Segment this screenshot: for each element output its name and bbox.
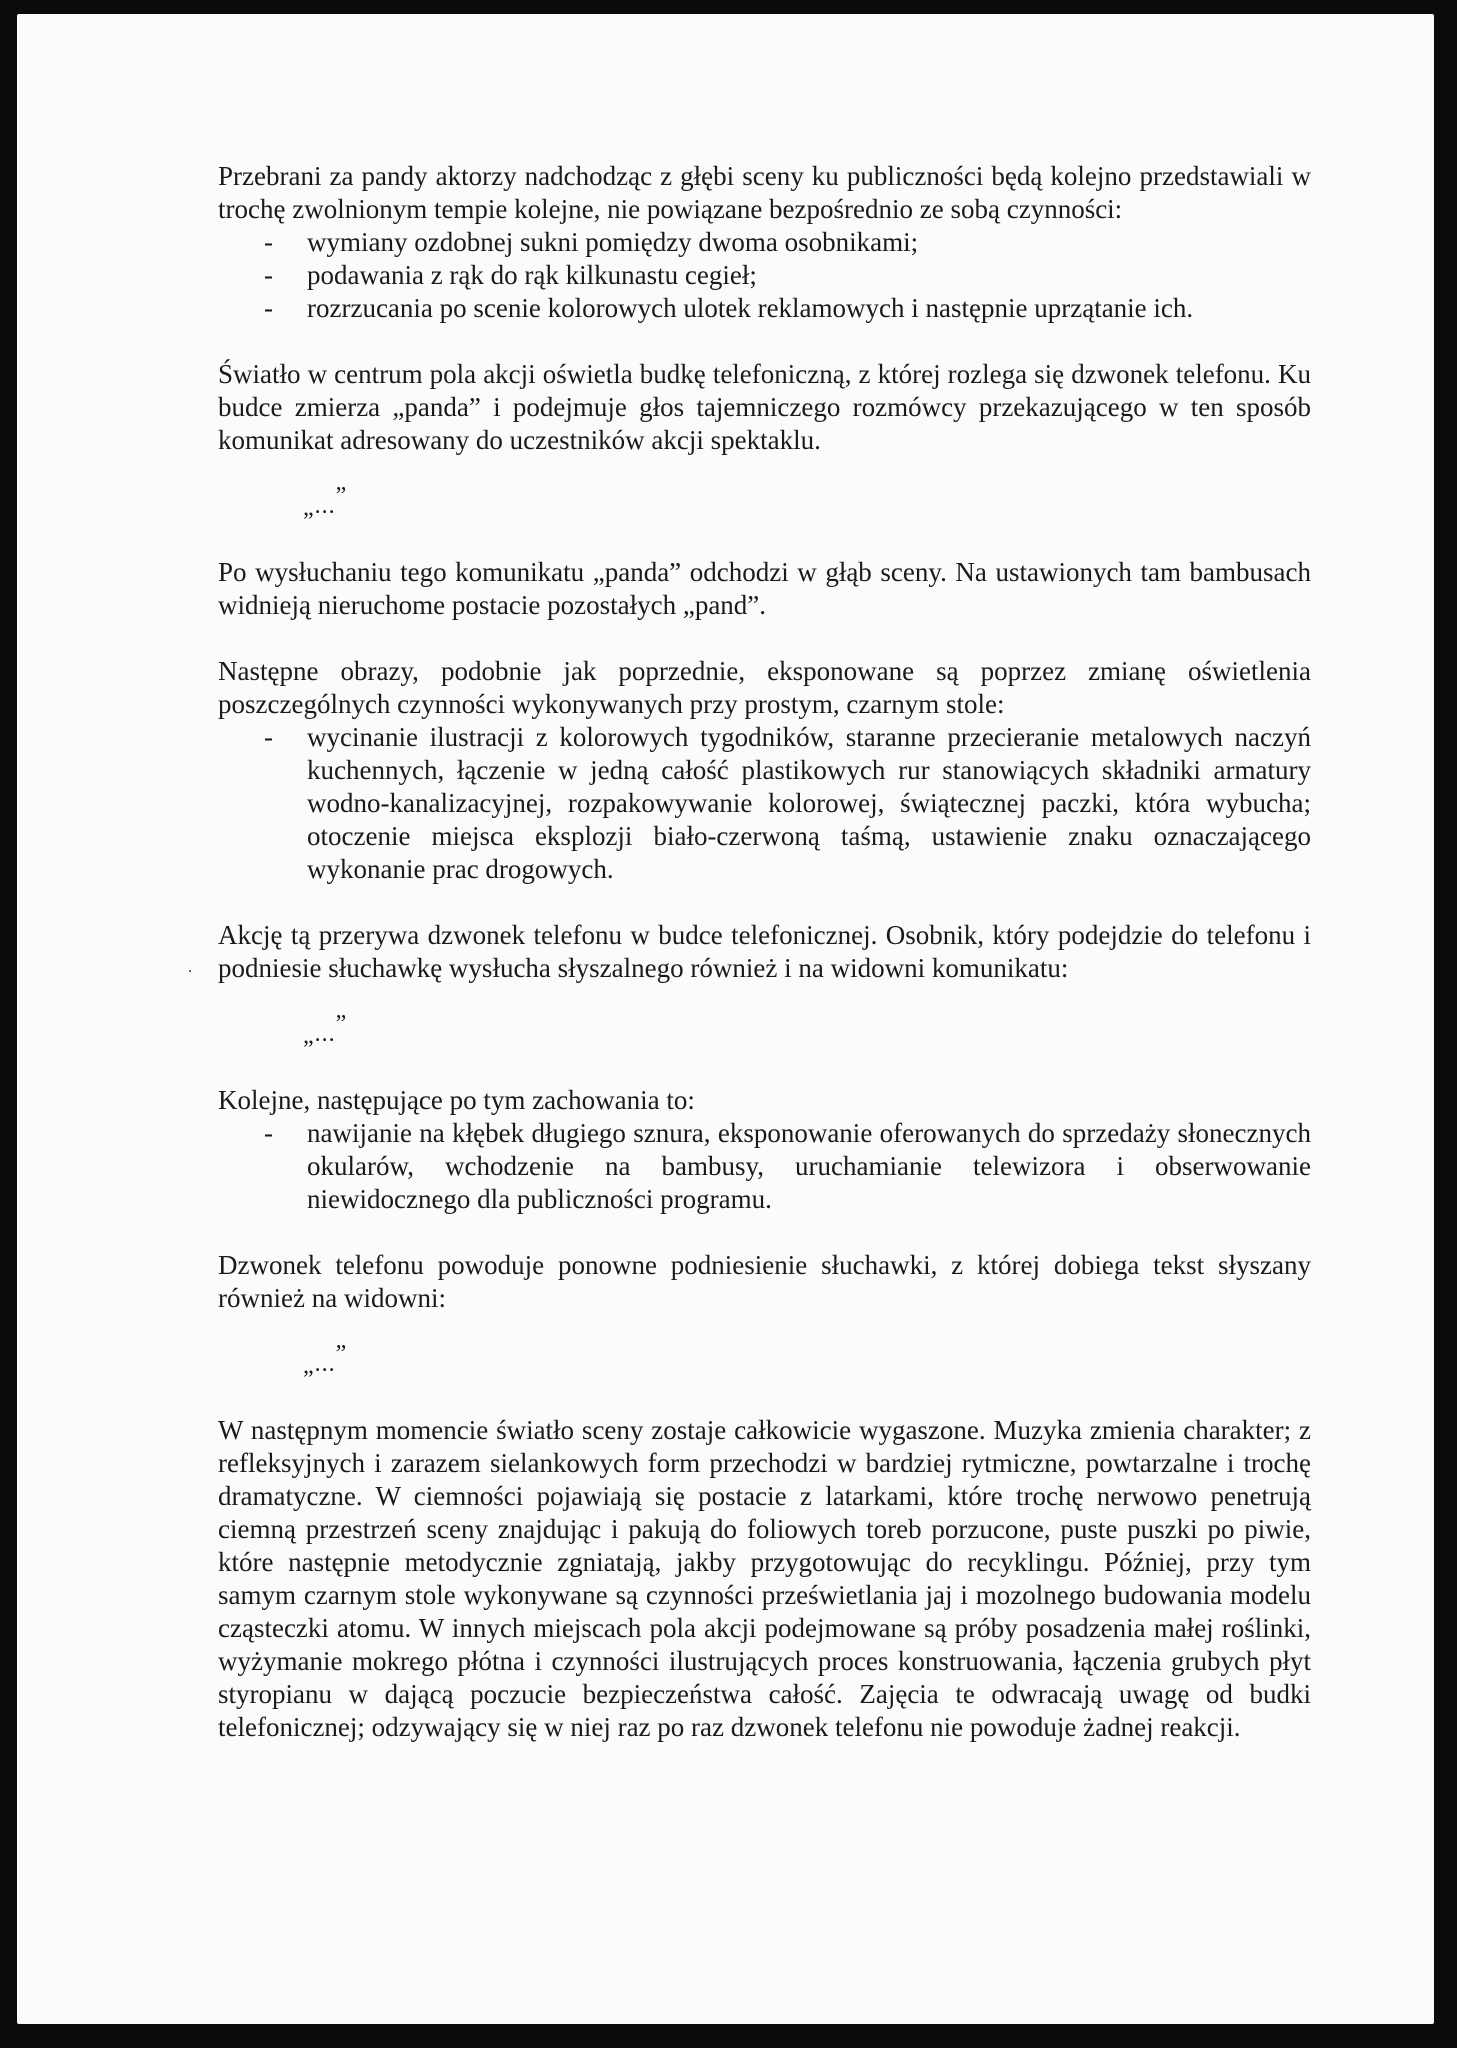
scanned-page xyxy=(17,14,1434,2024)
dash-bullet-icon: - xyxy=(264,1118,273,1148)
quote-placeholder-2: „...” xyxy=(303,1011,348,1049)
paragraph-phone-interrupt: Akcję tą przerywa dzwonek telefonu w budce telefonicznej. Osobnik, który podejdzie do telefonu i podniesie słuchawkę wysłucha słyszalnego również i na widowni komunikatu: xyxy=(218,920,1311,983)
activity-list-2 xyxy=(218,721,1311,886)
paragraph-gap xyxy=(218,985,1311,1008)
quote-placeholder-3: „...” xyxy=(303,1341,348,1379)
paragraph-gap xyxy=(218,1315,1311,1338)
list-item: - rozrzucania po scenie kolorowych ulotek reklamowych i następnie uprzątanie ich. xyxy=(264,293,1194,323)
scan-speck xyxy=(189,970,191,972)
dash-bullet-icon: - xyxy=(264,293,273,323)
list-item: - podawania z rąk do rąk kilkunastu cegieł; xyxy=(264,260,757,290)
paragraph-gap xyxy=(218,1381,1311,1414)
paragraph-gap xyxy=(218,886,1311,919)
paragraph-gap xyxy=(218,457,1311,480)
paragraph-gap xyxy=(218,325,1311,358)
paragraph-phone-booth: Światło w centrum pola akcji oświetla budkę telefoniczną, z której rozlega się dzwonek telefonu. Ku budce zmierza „panda” i podejmuje głos tajemniczego rozmówcy przekazującego w ten sposób komunikat adresowany do uczestników akcji spektaklu. xyxy=(218,359,1311,455)
list-item: - wymiany ozdobnej sukni pomiędzy dwoma osobnikami; xyxy=(264,227,919,257)
paragraph-next-behaviours: Kolejne, następujące po tym zachowania to: xyxy=(218,1085,695,1115)
list-item: - nawijanie na kłębek długiego sznura, eksponowanie oferowanych do sprzedaży słonecznych okularów, wchodzenie na bambusy, uruchamianie telewizora i obserwowanie niewidocznego dla publiczności programu. xyxy=(264,1118,1311,1214)
paragraph-gap xyxy=(218,1051,1311,1084)
dash-bullet-icon: - xyxy=(264,227,273,257)
paragraph-gap xyxy=(218,523,1311,556)
activity-list-1 xyxy=(218,226,1311,325)
quote-placeholder-1: „...” xyxy=(303,483,348,521)
paragraph-phone-again: Dzwonek telefonu powoduje ponowne podniesienie słuchawki, z której dobiega tekst słyszany również na widowni: xyxy=(218,1250,1311,1313)
dash-bullet-icon: - xyxy=(264,722,273,752)
paragraph-next-images: Następne obrazy, podobnie jak poprzednie, eksponowane są poprzez zmianę oświetlenia poszczególnych czynności wykonywanych przy prostym, czarnym stole: xyxy=(218,656,1311,719)
paragraph-intro: Przebrani za pandy aktorzy nadchodząc z głębi sceny ku publiczności będą kolejno przedstawiali w trochę zwolnionym tempie kolejne, nie powiązane bezpośrednio ze sobą czynności: xyxy=(218,161,1311,224)
paragraph-gap xyxy=(218,622,1311,655)
paragraph-panda-exit: Po wysłuchaniu tego komunikatu „panda” odchodzi w głąb sceny. Na ustawionych tam bambusach widnieją nieruchome postacie pozostałych „pand”. xyxy=(218,557,1311,620)
activity-list-3 xyxy=(218,1117,1311,1216)
dash-bullet-icon: - xyxy=(264,260,273,290)
list-item: - wycinanie ilustracji z kolorowych tygodników, staranne przecieranie metalowych naczyń kuchennych, łączenie w jedną całość plastikowych rur stanowiących składniki armatury wodno-kanalizacyjnej, rozpakowywanie kolorowej, świątecznej paczki, która wybucha; otoczenie miejsca eksplozji biało-czerwoną taśmą, ustawienie znaku oznaczającego wykonanie prac drogowych. xyxy=(264,722,1311,884)
document-body xyxy=(218,160,1311,1744)
paragraph-darkness: W następnym momencie światło sceny zostaje całkowicie wygaszone. Muzyka zmienia charakter; z refleksyjnych i zarazem sielankowych form przechodzi w bardziej rytmiczne, powtarzalne i trochę dramatyczne. W ciemności pojawiają się postacie z latarkami, które trochę nerwowo penetrują ciemną przestrzeń sceny znajdując i pakują do foliowych toreb porzucone, puste puszki po piwie, które następnie metodycznie zgniatają, jakby przygotowując do recyklingu. Później, przy tym samym czarnym stole wykonywane są czynności prześwietlania jaj i mozolnego budowania modelu cząsteczki atomu. W innych miejscach pola akcji podejmowane są próby posadzenia małej roślinki, wyżymanie mokrego płótna i czynności ilustrujących proces konstruowania, łączenia grubych płyt styropianu w dającą poczucie bezpieczeństwa całość. Zajęcia te odwracają uwagę od budki telefonicznej; odzywający się w niej raz po raz dzwonek telefonu nie powoduje żadnej reakcji. xyxy=(218,1415,1311,1742)
paragraph-gap xyxy=(218,1216,1311,1249)
